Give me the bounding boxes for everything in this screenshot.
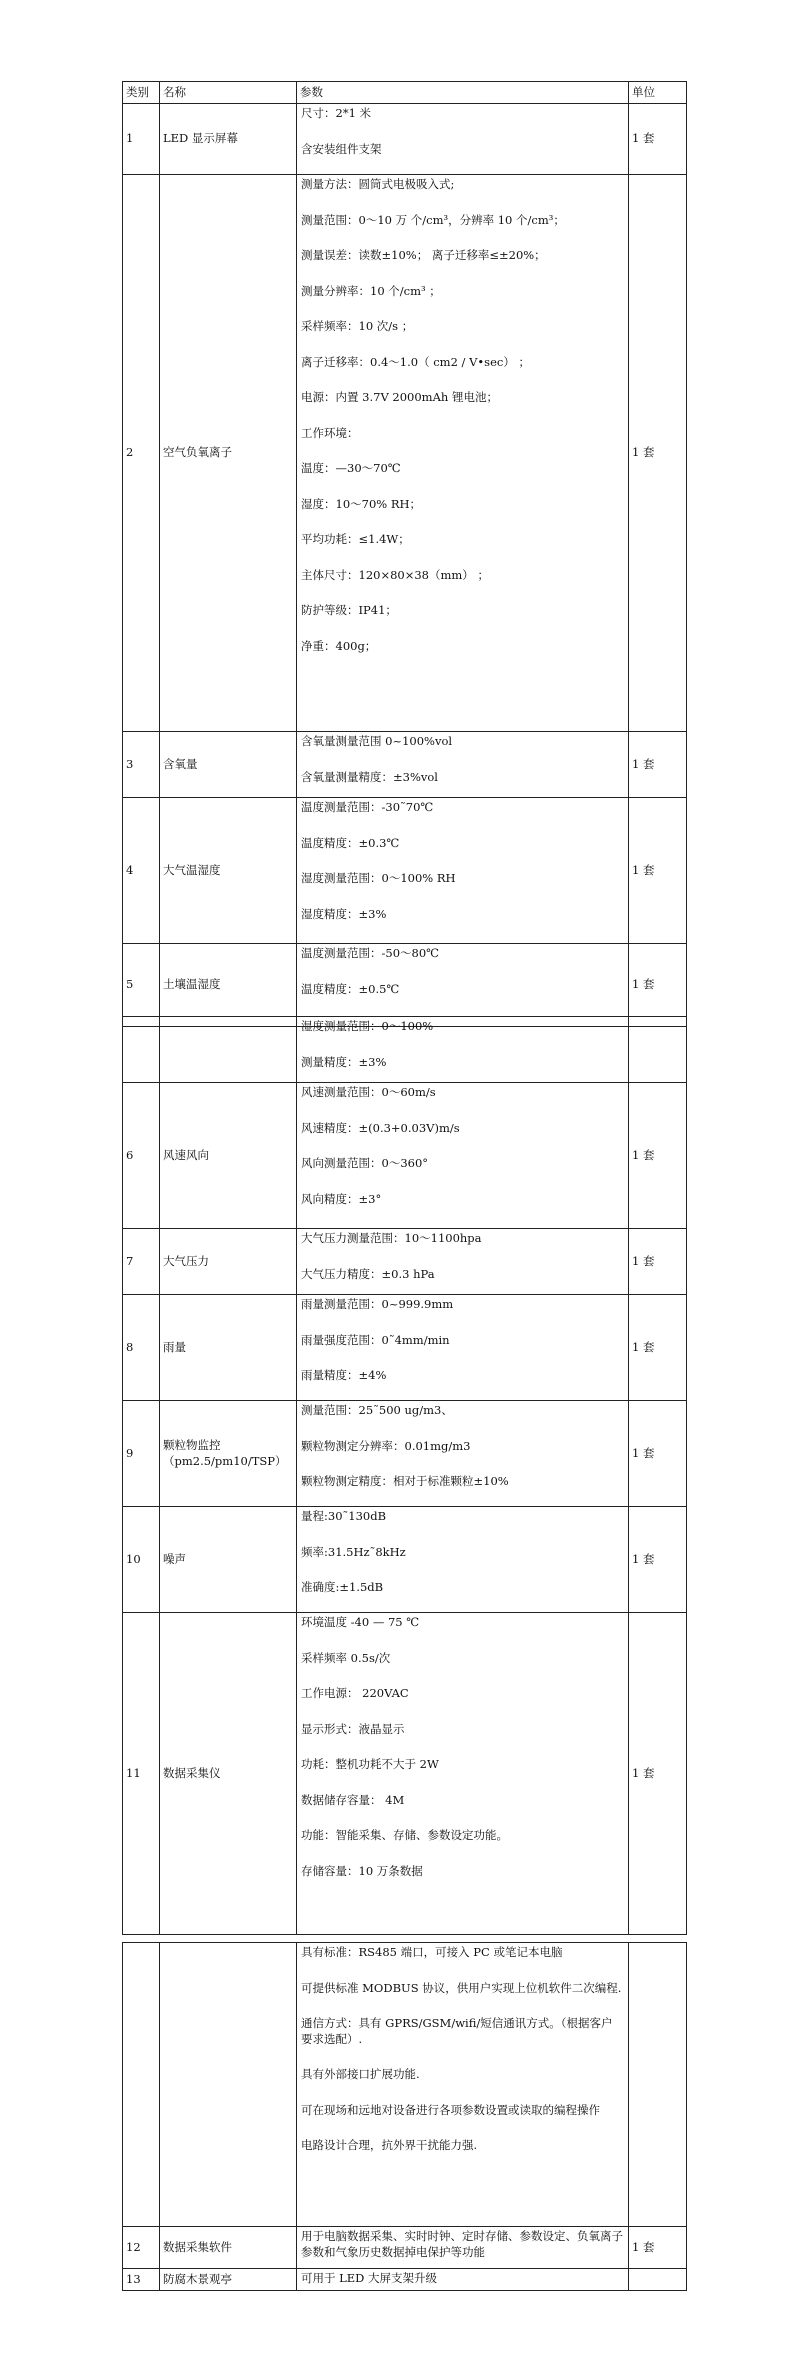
param-line: 温度：—30～70℃ [301, 461, 401, 476]
row-type: 6 [123, 1083, 160, 1229]
table-row [123, 1295, 687, 1401]
param-line: 湿度精度：±3% [301, 906, 387, 921]
table-row [123, 1401, 687, 1507]
param-line: 雨量测量范围：0~999.9mm [301, 1297, 454, 1311]
row-unit: 1 套 [629, 2227, 687, 2269]
param-line: 含安装组件支架 [301, 141, 382, 156]
table-row [123, 2227, 687, 2269]
row-unit: 1 套 [629, 1083, 687, 1229]
row-unit: 1 套 [629, 1229, 687, 1295]
row-name: 空气负氧离子 [160, 175, 297, 732]
row-type: 1 [123, 104, 160, 175]
row-name [160, 1943, 297, 2227]
param-line: 温度精度：±0.3℃ [301, 835, 400, 850]
param-line: 风向精度：±3° [301, 1191, 382, 1206]
row-params [297, 1943, 629, 2227]
row-unit: 1 套 [629, 1401, 687, 1507]
row-params [297, 104, 629, 175]
param-line: 数据储存容量： 4M [301, 1792, 405, 1807]
param-line: 测量范围：25˜500 ug/m3、 [301, 1403, 453, 1417]
param-line: 颗粒物测定精度：相对于标准颗粒±10% [301, 1474, 509, 1489]
table-header-row [123, 82, 687, 104]
param-line: 离子迁移率：0.4～1.0（ cm2 / V•sec） ； [301, 354, 530, 369]
param-line: 防护等级：IP41； [301, 603, 397, 618]
param-line: 显示形式：液晶显示 [301, 1721, 405, 1736]
row-unit: 1 套 [629, 944, 687, 1027]
param-line: 具有外部接口扩展功能. [301, 2067, 420, 2082]
param-line: 工作环境： [301, 425, 359, 440]
param-line: 风速精度：±(0.3+0.03V)m/s [301, 1120, 460, 1135]
row-params [297, 175, 629, 732]
param-line: 测量方法：圆筒式电极吸入式; [301, 177, 455, 191]
row-unit [629, 1943, 687, 2227]
row-params [297, 1083, 629, 1229]
param-line: 具有标准：RS485 端口，可接入 PC 或笔记本电脑 [301, 1945, 563, 1959]
param-line: 含氧量测量范围 0~100%vol [301, 734, 453, 748]
param-line: 功能：智能采集、存储、参数设定功能。 [301, 1828, 508, 1843]
row-type: 12 [123, 2227, 160, 2269]
table-row [123, 944, 687, 1027]
table-row [123, 1507, 687, 1613]
row-name: 颗粒物监控（pm2.5/pm10/TSP） [160, 1401, 297, 1507]
param-line: 尺寸：2*1 米 [301, 106, 372, 120]
param-line: 存储容量：10 万条数据 [301, 1863, 423, 1878]
table-row [123, 104, 687, 175]
row-params [297, 2227, 629, 2269]
row-type: 3 [123, 732, 160, 798]
param-line: 环境温度 -40 — 75 ℃ [301, 1615, 420, 1629]
row-name: 风速风向 [160, 1083, 297, 1229]
param-line: 测量精度：±3% [301, 1054, 387, 1069]
row-unit [629, 1017, 687, 1083]
table-row [123, 798, 687, 944]
row-params [297, 944, 629, 1027]
header-unit: 单位 [629, 82, 687, 104]
param-line: 通信方式：具有 GPRS/GSM/wifi/短信通讯方式。（根据客户要求选配）. [301, 2016, 613, 2046]
param-line: 含氧量测量精度：±3%vol [301, 769, 438, 784]
param-line: 大气压力测量范围：10～1100hpa [301, 1231, 482, 1245]
row-name: 大气压力 [160, 1229, 297, 1295]
row-type [123, 1943, 160, 2227]
row-params [297, 1295, 629, 1401]
row-unit: 1 套 [629, 175, 687, 732]
row-type: 13 [123, 2269, 160, 2291]
param-line: 主体尺寸：120×80×38（mm） ； [301, 567, 489, 582]
param-line: 颗粒物测定分辨率：0.01mg/m3 [301, 1438, 471, 1453]
table-row [123, 1229, 687, 1295]
row-params [297, 1507, 629, 1613]
row-unit: 1 套 [629, 1295, 687, 1401]
table-row [123, 1613, 687, 1935]
param-line: 温度测量范围：-30˜70℃ [301, 800, 434, 814]
row-name: 雨量 [160, 1295, 297, 1401]
header-name: 名称 [160, 82, 297, 104]
param-line: 净重：400g； [301, 638, 377, 653]
row-name: 大气温湿度 [160, 798, 297, 944]
spec-table-part-1 [122, 81, 687, 1027]
table-row [123, 1017, 687, 1083]
row-name: 数据采集软件 [160, 2227, 297, 2269]
row-unit: 1 套 [629, 1613, 687, 1935]
param-line: 测量分辨率：10 个/cm³ ； [301, 283, 441, 298]
table-row [123, 1943, 687, 2227]
row-unit: 1 套 [629, 798, 687, 944]
row-type [123, 1017, 160, 1083]
param-line: 电路设计合理，抗外界干扰能力强. [301, 2138, 478, 2153]
param-line: 准确度:±1.5dB [301, 1580, 384, 1595]
param-line: 功耗：整机功耗不大于 2W [301, 1757, 439, 1772]
spec-table-part-3 [122, 1942, 687, 2291]
table-row [123, 1083, 687, 1229]
row-name: LED 显示屏幕 [160, 104, 297, 175]
param-line: 湿度测量范围：0～100% [301, 1019, 434, 1033]
row-name [160, 1017, 297, 1083]
row-type: 7 [123, 1229, 160, 1295]
table-row [123, 732, 687, 798]
param-line: 测量误差：读数±10%； 离子迁移率≤±20%； [301, 248, 546, 263]
row-params [297, 1017, 629, 1083]
param-line: 温度测量范围：-50～80℃ [301, 946, 440, 960]
row-type: 2 [123, 175, 160, 732]
row-type: 5 [123, 944, 160, 1027]
spec-table-part-2 [122, 1016, 687, 1935]
param-line: 采样频率 0.5s/次 [301, 1650, 391, 1665]
row-type: 11 [123, 1613, 160, 1935]
row-type: 4 [123, 798, 160, 944]
row-unit: 1 套 [629, 732, 687, 798]
header-type: 类别 [123, 82, 160, 104]
param-line: 温度精度：±0.5℃ [301, 981, 400, 996]
param-line: 可用于 LED 大屏支架升级 [301, 2271, 438, 2285]
param-line: 湿度：10～70% RH； [301, 496, 422, 511]
row-params [297, 1613, 629, 1935]
param-line: 平均功耗：≤1.4W； [301, 532, 410, 547]
row-params [297, 1229, 629, 1295]
row-params [297, 732, 629, 798]
param-line: 可在现场和远地对设备进行各项参数设置或读取的编程操作 [301, 2102, 600, 2117]
table-row [123, 175, 687, 732]
row-name: 噪声 [160, 1507, 297, 1613]
param-line: 采样频率：10 次/s ； [301, 319, 414, 334]
row-type: 8 [123, 1295, 160, 1401]
param-line: 可提供标准 MODBUS 协议，供用户实现上位机软件二次编程. [301, 1980, 622, 1995]
row-unit [629, 2269, 687, 2291]
row-params [297, 2269, 629, 2291]
param-line: 用于电脑数据采集、实时时钟、定时存储、参数设定、负氧离子参数和气象历史数据掉电保护等功能 [301, 2229, 623, 2259]
row-name: 土壤温湿度 [160, 944, 297, 1027]
param-line: 测量范围：0～10 万 个/cm³，分辨率 10 个/cm³； [301, 212, 565, 227]
param-line: 风速测量范围：0～60m/s [301, 1085, 436, 1099]
param-line: 风向测量范围：0～360° [301, 1156, 429, 1171]
param-line: 工作电源： 220VAC [301, 1686, 409, 1701]
row-name: 数据采集仪 [160, 1613, 297, 1935]
row-unit: 1 套 [629, 1507, 687, 1613]
header-params: 参数 [297, 82, 629, 104]
row-name: 含氧量 [160, 732, 297, 798]
param-line: 量程:30˜130dB [301, 1509, 387, 1523]
row-params [297, 1401, 629, 1507]
row-name: 防腐木景观亭 [160, 2269, 297, 2291]
param-line: 电源：内置 3.7V 2000mAh 锂电池； [301, 390, 498, 405]
row-type: 9 [123, 1401, 160, 1507]
row-params [297, 798, 629, 944]
param-line: 雨量强度范围：0˜4mm/min [301, 1332, 450, 1347]
row-unit: 1 套 [629, 104, 687, 175]
param-line: 湿度测量范围：0～100% RH [301, 871, 456, 886]
param-line: 频率:31.5Hz˜8kHz [301, 1544, 406, 1559]
param-line: 大气压力精度：±0.3 hPa [301, 1266, 435, 1281]
param-line: 雨量精度：±4% [301, 1368, 387, 1383]
table-row [123, 2269, 687, 2291]
row-type: 10 [123, 1507, 160, 1613]
